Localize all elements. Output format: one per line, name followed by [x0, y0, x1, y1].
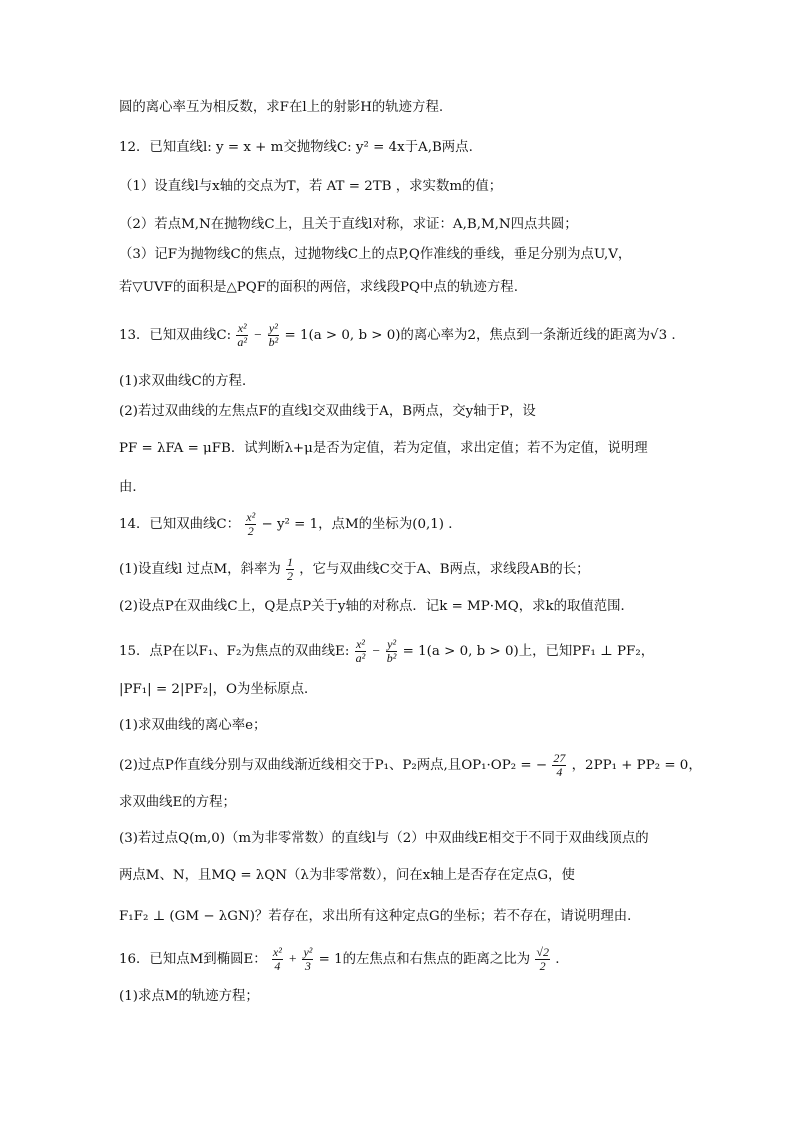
- denominator: b²: [268, 335, 279, 349]
- text-line: 两点M、N，且MQ = λQN（λ为非零常数），问在x轴上是否存在定点G，使: [119, 868, 575, 883]
- problem-14-part-1: [119, 556, 590, 583]
- text-segment: (1)设直线l 过点M，斜率为: [119, 562, 281, 577]
- numerator: x²: [237, 321, 247, 335]
- numerator: y²: [387, 637, 397, 651]
- problem-12-part-1: （1）设直线l与x轴的交点为T，若 AT = 2TB ，求实数m的值；: [119, 179, 503, 194]
- text-segment: (2)过点P作直线分别与双曲线渐近线相交于P₁、P₂两点,且OP₁·OP₂ = −: [119, 758, 548, 773]
- fraction: [552, 752, 566, 779]
- fraction: [236, 322, 248, 349]
- denominator: a²: [355, 651, 366, 665]
- text-segment: 13．已知双曲线C:: [119, 328, 232, 343]
- problem-15-part-1: (1)求双曲线的离心率e；: [119, 718, 267, 733]
- text-line: 若▽UVF的面积是△PQF的面积的两倍，求线段PQ中点的轨迹方程.: [119, 280, 518, 295]
- denominator: 3: [304, 959, 311, 973]
- problem-13-stem: 13．已知双曲线C: $\frac{\text{x²}}{\text{a²}}$ − $\frac{\text{y²}}{\text{b²}}$ = 1(a > 0, b > 0)的离心率为2，焦点到一条渐近线的距离为√3 .: [119, 321, 676, 349]
- problem-13-part-1: (1)求双曲线C的方程．: [119, 374, 256, 389]
- problem-13-part-2: (2)若过双曲线的左焦点F的直线l交双曲线于A，B两点，交y轴于P，设: [119, 404, 536, 419]
- denominator: a²: [237, 335, 248, 349]
- denominator: 2: [247, 524, 254, 538]
- fraction: [302, 946, 313, 973]
- text-line: 由．: [119, 480, 146, 495]
- denominator: 2: [287, 569, 293, 583]
- fraction: [355, 638, 367, 665]
- denominator: 4: [556, 765, 563, 779]
- text-segment: 16．已知点M到椭圆E：: [119, 952, 267, 967]
- fraction: [245, 511, 256, 538]
- problem-12-part-2: （2）若点M,N在抛物线C上，且关于直线l对称，求证：A,B,M,N四点共圆；: [119, 217, 578, 232]
- text-segment: = 1的左焦点和右焦点的距离之比为: [318, 952, 531, 967]
- text-line: PF = λFA = μFB．试判断λ+μ是否为定值，若为定值，求出定值；若不为定值，说明理: [119, 441, 648, 456]
- denominator: 2: [539, 959, 546, 973]
- text-segment: ，它与双曲线C交于A、B两点，求线段AB的长；: [299, 562, 590, 577]
- text-segment: 14．已知双曲线C：: [119, 517, 241, 532]
- text-line: 求双曲线E的方程；: [119, 795, 236, 810]
- text-segment: − y² = 1，点M的坐标为(0,1) ．: [261, 517, 462, 532]
- numerator: x²: [272, 945, 282, 959]
- numerator: y²: [303, 945, 313, 959]
- text-line: 圆的离心率互为相反数，求F在l上的射影H的轨迹方程.: [119, 100, 444, 115]
- numerator: 27: [553, 751, 566, 765]
- problem-16-stem: 16．已知点M到椭圆E： $\frac{\text{x²}}{4}$ + $\frac{\text{y²}}{3}$ = 1的左焦点和右焦点的距离之比为 $\frac{√2}{2}$ .: [119, 945, 560, 973]
- problem-15-part-3: (3)若过点Q(m,0)（m为非零常数）的直线l与（2）中双曲线E相交于不同于双曲线顶点的: [119, 831, 649, 846]
- fraction: [272, 946, 283, 973]
- problem-14-stem: [119, 511, 462, 538]
- problem-15-part-2: [119, 752, 702, 779]
- numerator: x²: [246, 510, 256, 524]
- text-segment: = 1(a > 0, b > 0)的离心率为2，焦点到一条渐近线的距离为√3 .: [284, 328, 676, 343]
- numerator: y²: [268, 321, 278, 335]
- numerator: x²: [355, 637, 365, 651]
- numerator: √2: [536, 945, 549, 959]
- problem-14-part-2: (2)设点P在双曲线C上，Q是点P关于y轴的对称点．记k = MP·MQ，求k的取值范围．: [119, 599, 634, 614]
- problem-16-part-1: (1)求点M的轨迹方程；: [119, 989, 259, 1004]
- problem-12-part-3: （3）记F为抛物线C的焦点，过抛物线C上的点P,Q作准线的垂线，垂足分别为点U,V，: [119, 247, 632, 262]
- text-segment: ，2PP₁ + PP₂ = 0，: [571, 758, 702, 773]
- text-segment: .: [555, 952, 560, 967]
- denominator: 4: [274, 959, 281, 973]
- text-line: |PF₁| = 2|PF₂|，O为坐标原点．: [119, 682, 318, 697]
- fraction: [286, 556, 294, 583]
- fraction: [386, 638, 398, 665]
- fraction: [268, 322, 280, 349]
- problem-15-stem: 15．点P在以F₁、F₂为焦点的双曲线E: $\frac{\text{x²}}{\text{a²}}$ − $\frac{\text{y²}}{\text{b²}}$ = 1(a > 0, b > 0)上，已知PF₁ ⊥ PF₂，: [119, 637, 655, 665]
- text-line: F₁F₂ ⊥ (GM − λGN)？若存在，求出所有这种定点G的坐标；若不存在，请说明理由．: [119, 909, 641, 924]
- numerator: 1: [287, 555, 293, 569]
- problem-12-stem: 12．已知直线l: y = x + m交抛物线C: y² = 4x于A,B两点.: [119, 140, 473, 155]
- denominator: b²: [386, 651, 397, 665]
- text-segment: 15．点P在以F₁、F₂为焦点的双曲线E:: [119, 644, 350, 659]
- text-segment: = 1(a > 0, b > 0)上，已知PF₁ ⊥ PF₂，: [402, 644, 655, 659]
- fraction: [535, 946, 550, 973]
